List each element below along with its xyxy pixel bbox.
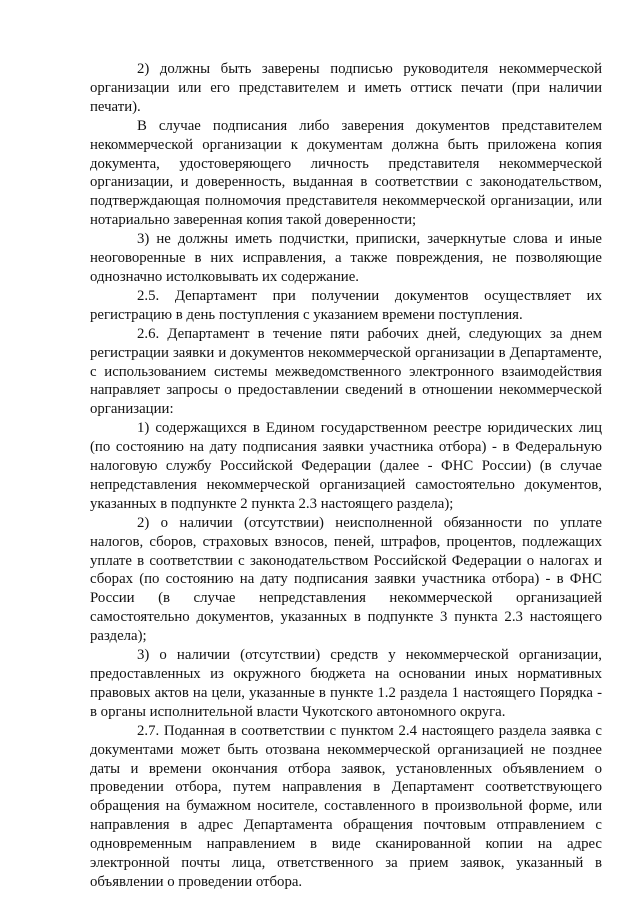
paragraph-2-6-item-1-egrul: 1) содержащихся в Едином государственном реестре юридических лиц (по состоянию на дату подписания заявки участника отбора) - в Федеральную налоговую службу Российской Федерации (далее - ФНС России) (в случае непредставления некоммерческой организацией самостоятельно документов, указанных в подпункте 2 пункта 2.3 настоящего раздела); <box>90 420 602 512</box>
paragraph-2-6-requests: 2.6. Департамент в течение пяти рабочих дней, следующих за днем регистрации заявки и документов некоммерческой организации в Департаменте, с использованием системы межведомственного электронного взаимодействия направляет запросы о предоставлении сведений в отношении некоммерческой организации: <box>90 325 602 418</box>
paragraph-2-7-withdrawal: 2.7. Поданная в соответствии с пунктом 2.4 настоящего раздела заявка с документами может быть отозвана некоммерческой организацией не позднее даты и времени окончания отбора заявок, установленных объявлением о проведении отбора, путем направления в Департамент соответствующего обращения на бумажном носителе, составленного в произвольной форме, или направления в адрес Департамента обращения почтовым отправлением с одновременным направлением в виде сканированной копии на адрес электронной почты лица, ответственного за прием заявок, указанный в объявлении о проведении отбора. <box>90 722 602 890</box>
paragraph-representative-documents: В случае подписания либо заверения документов представителем некоммерческой организации к документам должна быть приложена копия документа, удостоверяющего личность представителя некоммерческой организации, и доверенность, выданная в соответствии с законодательством, подтверждающая полномочия представителя некоммерческой организации, или нотариально заверенная копия такой доверенности; <box>90 117 602 229</box>
paragraph-2-5-registration: 2.5. Департамент при получении документов осуществляет их регистрацию в день поступления с указанием времени поступления. <box>90 287 602 323</box>
paragraph-item-2-signature: 2) должны быть заверены подписью руководителя некоммерческой организации или его представителем и иметь оттиск печати (при наличии печати). <box>90 61 602 115</box>
document-page <box>90 60 602 892</box>
paragraph-2-6-item-3-budget-funds: 3) о наличии (отсутствии) средств у некоммерческой организации, предоставленных из окружного бюджета на основании иных нормативных правовых актов на цели, указанные в пункте 1.2 раздела 1 настоящего Порядка - в органы исполнительной власти Чукотского автономного округа. <box>90 647 602 720</box>
paragraph-item-3-no-corrections: 3) не должны иметь подчистки, приписки, зачеркнутые слова и иные неоговоренные в них исправления, а также повреждения, не позволяющие однозначно истолковывать их содержание. <box>90 231 602 285</box>
paragraph-2-6-item-2-tax-debts: 2) о наличии (отсутствии) неисполненной обязанности по уплате налогов, сборов, страховых взносов, пеней, штрафов, процентов, подлежащих уплате в соответствии с законодательством Российской Федерации о налогах и сборах (по состоянию на дату подписания заявки участника отбора) - в ФНС России (в случае непредставления некоммерческой организацией самостоятельно документов, указанных в подпункте 3 пункта 2.3 настоящего раздела); <box>90 514 602 645</box>
